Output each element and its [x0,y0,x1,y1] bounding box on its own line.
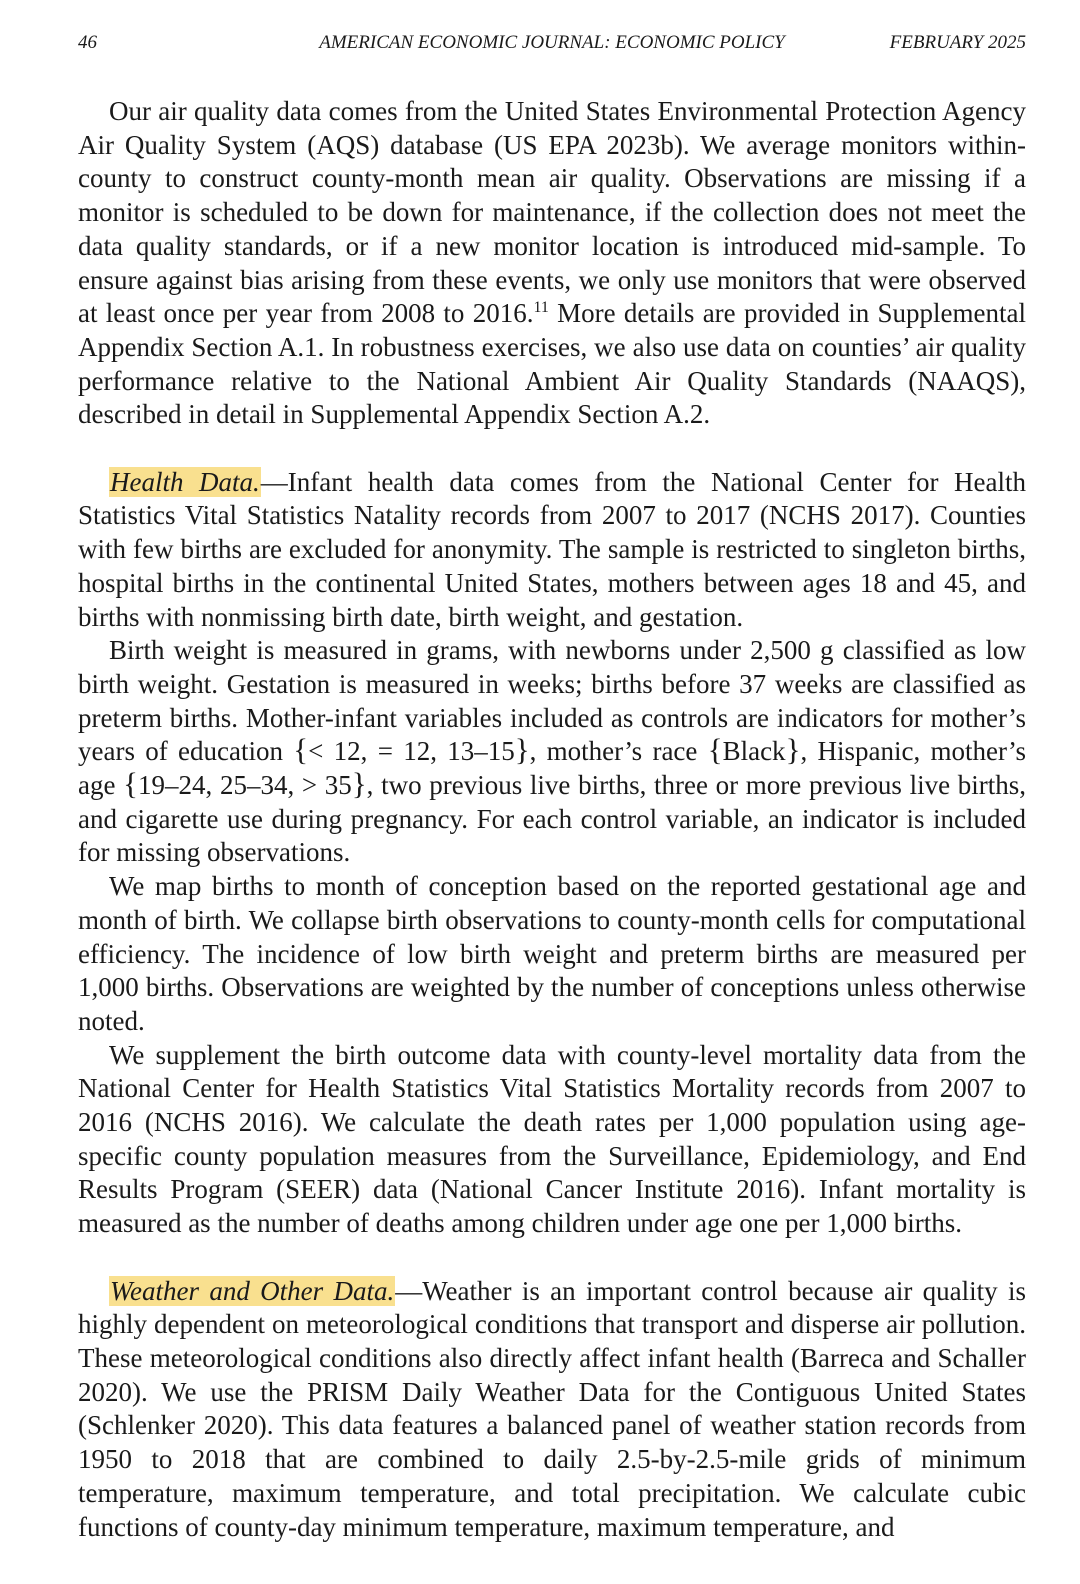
right-brace: } [514,732,530,768]
running-head [78,30,1026,56]
air-quality-paragraph [78,95,1026,432]
footnote-ref-11[interactable]: 11 [533,299,549,317]
birth-weight-text-b: , mother’s race [529,736,708,767]
health-data-heading: Health Data. [110,466,260,497]
weather-data-paragraph [78,1275,1026,1545]
air-quality-text-2: More details are provided in Supplemental Appendix Section A.1. In robustness exercises, we also use data on counties’ air quality performance relative to the National Ambient Air Quality Standards (NAAQS), described in detail in Supplemental Appendix Section A.2. [78,298,1026,430]
birth-weight-text-d: , two previous live births, three or more previous live births, and cigarette use during pregnancy. For each control variable, an indicator is included for missing observations. [78,770,1027,868]
conception-paragraph: We map births to month of conception based on the reported gestational age and month of birth. We collapse birth observations to county-month cells for computational efficiency. The incidence of low birth weight and preterm births are measured per 1,000 births. Observations are weighted by the number of conceptions unless otherwise noted. [78,871,1026,1036]
issue-date: FEBRUARY 2025 [889,32,1026,53]
birth-weight-paragraph [78,634,1026,870]
birth-weight-text-a: Birth weight is measured in grams, with newborns under 2,500 g classified as low birth weight. Gestation is measured in weeks; births before 37 weeks are classified as preterm births. Mother-infant variables included as controls are indicators for mother’s years of education [78,635,1026,767]
weather-data-heading: Weather and Other Data. [110,1275,395,1306]
math-race-set: Black [722,736,786,767]
right-brace: } [351,766,367,802]
weather-data-intro: —Weather is an important control because air quality is highly dependent on meteorological conditions that transport and disperse air pollution. These meteorological conditions also directly affect infant health (Barreca and Schaller 2020). We use the PRISM Daily Weather Data for the Contiguous United States (Schlenker 2020). This data features a balanced panel of weather station records from 1950 to 2018 that are combined to daily 2.5-by-2.5-mile grids of minimum temperature, maximum temperature, and total precipitation. We calculate cubic functions of county-day minimum temperature, maximum temperature, and [78,1275,1027,1542]
health-data-intro: —Infant health data comes from the National Center for Health Statistics Vital Statistics Natality records from 2007 to 2017 (NCHS 2017). Counties with few births are excluded for anonymity. The sample is restricted to singleton births, hospital births in the continental United States, mothers between ages 18 and 45, and births with nonmissing birth date, birth weight, and gestation. [78,466,1026,632]
math-age-set: 19–24, 25–34, > 35 [138,770,352,801]
left-brace: { [123,766,139,802]
left-brace: { [293,732,309,768]
mortality-paragraph: We supplement the birth outcome data with county-level mortality data from the National Center for Health Statistics Vital Statistics Mortality records from 2007 to 2016 (NCHS 2016). We calculate the death rates per 1,000 population using age-specific county population measures from the Surveillance, Epidemiology, and End Results Program (SEER) data (National Cancer Institute 2016). Infant mortality is measured as the number of deaths among children under age one per 1,000 births. [78,1039,1026,1239]
health-data-paragraph [78,466,1026,635]
right-brace: } [785,732,801,768]
air-quality-text-1: Our air quality data comes from the United States Environmental Protection Agency Air Quality System (AQS) database (US EPA 2023b). We average monitors within-county to construct county-month mean air quality. Observations are missing if a monitor is scheduled to be down for maintenance, if the collection does not meet the data quality standards, or if a new monitor location is introduced mid-sample. To ensure against bias arising from these events, we only use monitors that were observed at least once per year from 2008 to 2016. [78,96,1026,329]
birth-weight-text-c: , Hispanic, mother’s age [78,736,1026,801]
page-number: 46 [78,32,97,53]
journal-title: AMERICAN ECONOMIC JOURNAL: ECONOMIC POLICY [319,32,785,53]
math-education-set: < 12, = 12, 13–15 [308,736,515,767]
article-body [78,95,1026,1544]
left-brace: { [707,732,723,768]
